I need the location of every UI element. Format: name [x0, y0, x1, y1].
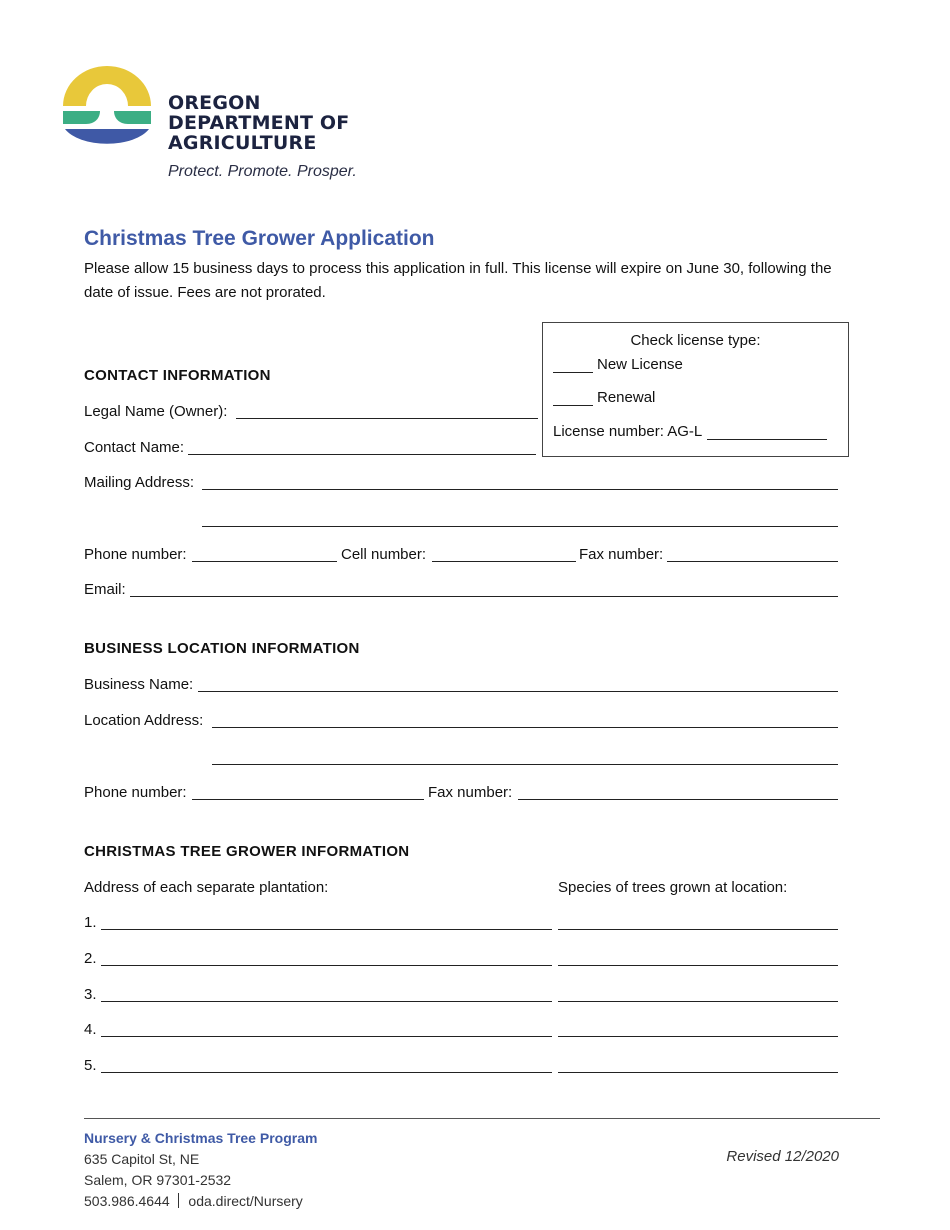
footer-divider [84, 1118, 880, 1119]
renewal-label: Renewal [597, 389, 656, 406]
mailing-address-label: Mailing Address: [84, 474, 195, 491]
email-field[interactable] [130, 596, 838, 597]
contact-fax-field[interactable] [667, 561, 838, 562]
business-heading: BUSINESS LOCATION INFORMATION [84, 640, 360, 657]
license-number-field[interactable] [707, 439, 827, 440]
footer-separator [178, 1193, 179, 1208]
contact-name-field[interactable] [188, 454, 536, 455]
legal-name-field[interactable] [236, 418, 538, 419]
agency-line-1: OREGON [168, 92, 261, 114]
species-field[interactable] [558, 1001, 838, 1002]
contact-cell-label: Cell number: [341, 546, 427, 563]
mailing-address-field[interactable] [202, 489, 838, 490]
mailing-address-field-2[interactable] [202, 526, 838, 527]
plantation-row-number: 3. [84, 986, 97, 1003]
renewal-checkline[interactable] [553, 405, 593, 406]
contact-cell-field[interactable] [432, 561, 576, 562]
business-phone-label: Phone number: [84, 784, 187, 801]
new-license-checkline[interactable] [553, 372, 593, 373]
agency-line-2: DEPARTMENT OF [168, 112, 350, 134]
plantation-address-field[interactable] [101, 965, 552, 966]
footer-contact [84, 1128, 317, 1212]
logo-sun [63, 66, 151, 106]
plantation-row-number: 4. [84, 1021, 97, 1038]
business-phone-field[interactable] [192, 799, 424, 800]
email-label: Email: [84, 581, 126, 598]
business-name-label: Business Name: [84, 676, 194, 693]
plantation-address-column-label: Address of each separate plantation: [84, 879, 329, 896]
footer-street: 635 Capitol St, NE [84, 1151, 200, 1167]
page-title: Christmas Tree Grower Application [84, 227, 435, 250]
license-type-heading: Check license type: [630, 332, 761, 349]
location-address-field[interactable] [212, 727, 838, 728]
plantation-address-field[interactable] [101, 1001, 552, 1002]
species-field[interactable] [558, 1072, 838, 1073]
species-field[interactable] [558, 1036, 838, 1037]
location-address-label: Location Address: [84, 712, 204, 729]
location-address-field-2[interactable] [212, 764, 838, 765]
footer-phone-web [84, 1191, 317, 1212]
logo-leaf-right [114, 111, 151, 124]
logo-leaf-left [63, 111, 100, 124]
agency-name [168, 93, 349, 153]
footer-web-link[interactable]: oda.direct/Nursery [188, 1193, 303, 1209]
plantation-row-number: 1. [84, 914, 97, 931]
intro-text: Please allow 15 business days to process this application in full. This license will expire on June 30, following the date of issue. Fees are not prorated. [84, 260, 832, 301]
contact-fax-label: Fax number: [579, 546, 664, 563]
footer-program-name: Nursery & Christmas Tree Program [84, 1130, 318, 1146]
species-column-label: Species of trees grown at location: [558, 879, 788, 896]
business-name-field[interactable] [198, 691, 838, 692]
business-fax-field[interactable] [518, 799, 838, 800]
revised-date: Revised 12/2020 [726, 1148, 839, 1165]
plantation-row-number: 5. [84, 1057, 97, 1074]
agency-line-3: AGRICULTURE [168, 132, 317, 154]
species-field[interactable] [558, 965, 838, 966]
oda-logo [62, 66, 152, 152]
tagline: Protect. Promote. Prosper. [168, 163, 357, 180]
legal-name-label: Legal Name (Owner): [84, 403, 228, 420]
plantation-row-number: 2. [84, 950, 97, 967]
plantation-address-field[interactable] [101, 1072, 552, 1073]
footer-phone: 503.986.4644 [84, 1193, 170, 1209]
grower-heading: CHRISTMAS TREE GROWER INFORMATION [84, 843, 410, 860]
contact-heading: CONTACT INFORMATION [84, 367, 271, 384]
contact-phone-label: Phone number: [84, 546, 187, 563]
plantation-address-field[interactable] [101, 1036, 552, 1037]
species-field[interactable] [558, 929, 838, 930]
plantation-address-field[interactable] [101, 929, 552, 930]
footer-city: Salem, OR 97301-2532 [84, 1172, 232, 1188]
new-license-label: New License [597, 356, 683, 373]
logo-water [65, 129, 149, 144]
business-fax-label: Fax number: [428, 784, 513, 801]
contact-phone-field[interactable] [192, 561, 337, 562]
contact-name-label: Contact Name: [84, 439, 185, 456]
license-number-label: License number: AG-L [553, 423, 703, 440]
